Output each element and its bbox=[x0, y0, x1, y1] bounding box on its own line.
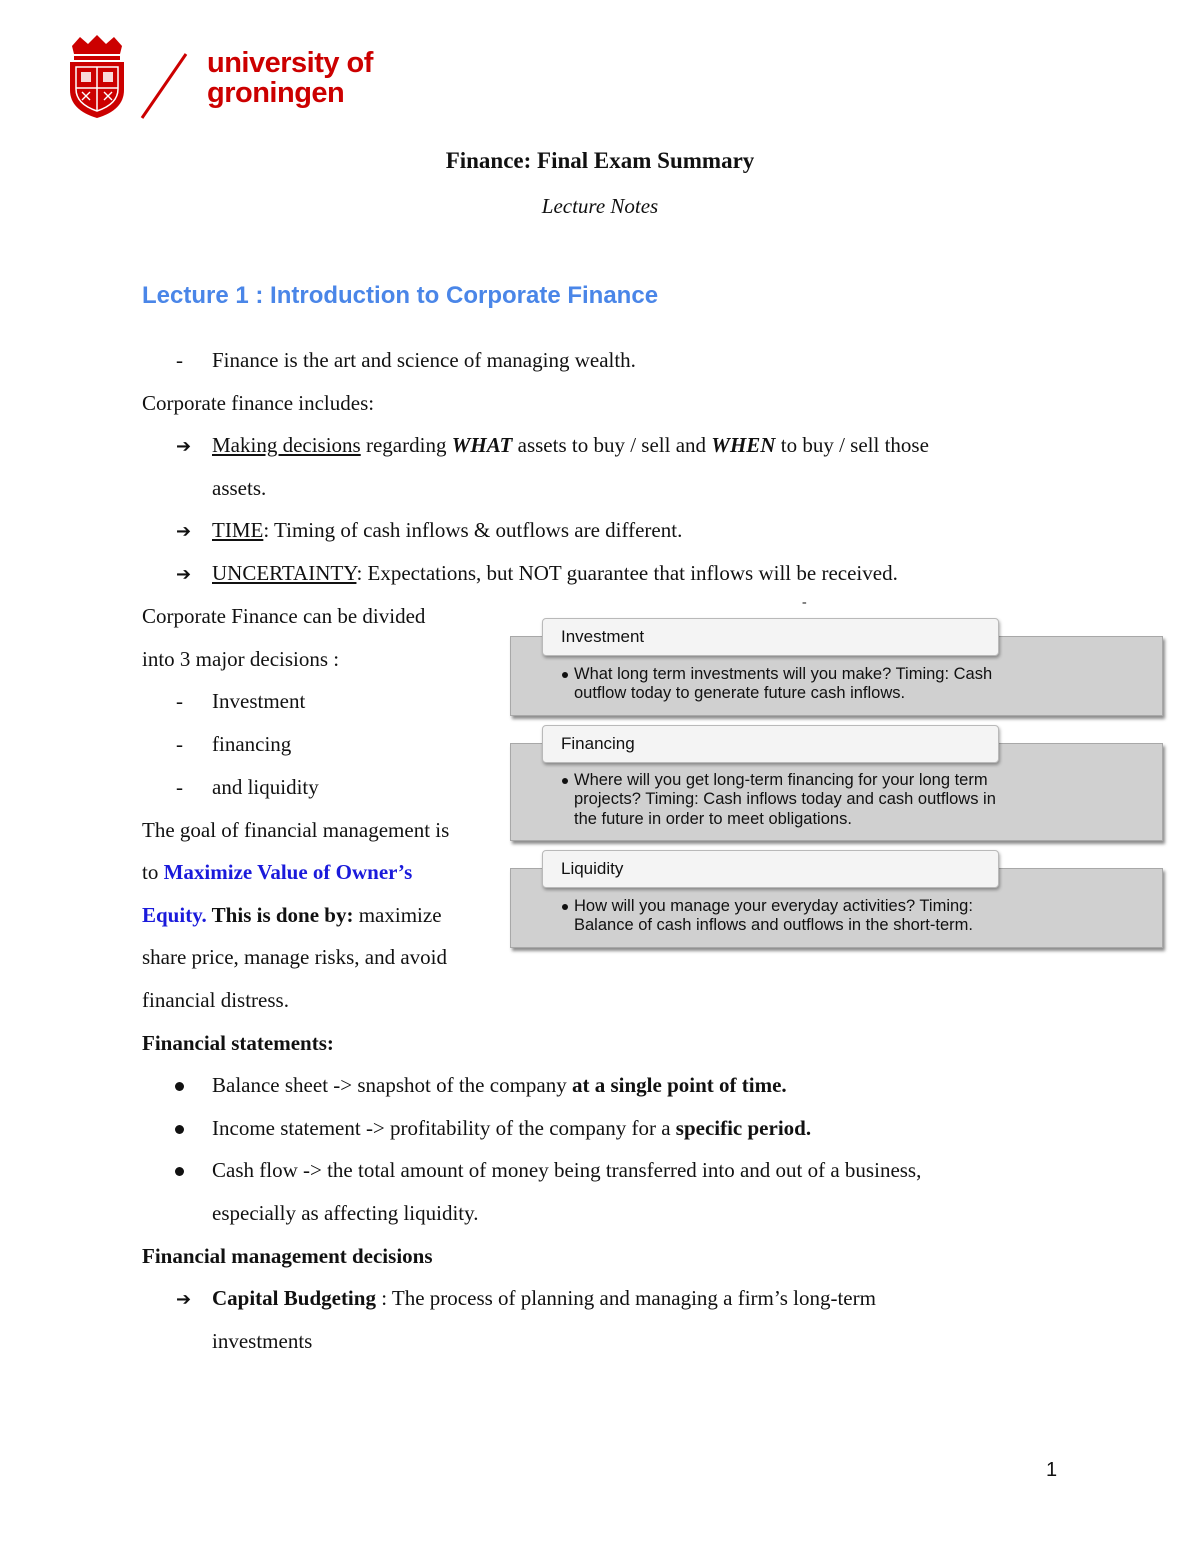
logo-text-line2: groningen bbox=[207, 77, 345, 109]
investment-text-line: What long term investments will you make? Timing: Cash bbox=[574, 665, 993, 683]
dash-bullet: - bbox=[176, 689, 183, 713]
dash-bullet: - bbox=[176, 348, 183, 372]
arrow-item-decisions-cont: assets. bbox=[212, 476, 267, 500]
slash-divider bbox=[138, 52, 190, 120]
bullet-dot bbox=[562, 672, 568, 678]
financing-text-line: the future in order to meet obligations. bbox=[574, 810, 852, 828]
arrow-icon: ➔ bbox=[176, 564, 192, 585]
decision-item-investment: Investment bbox=[212, 689, 306, 713]
statement-cash-flow: Cash flow -> the total amount of money being transferred into and out of a business, bbox=[212, 1158, 922, 1182]
bullet-dot bbox=[175, 1167, 184, 1176]
arrow-icon: ➔ bbox=[176, 1289, 192, 1310]
arrow-item-decisions: Making decisions regarding WHAT assets to buy / sell and WHEN to buy / sell those bbox=[212, 433, 929, 457]
bullet-dot bbox=[562, 904, 568, 910]
goal-line3: Equity. This is done by: maximize bbox=[142, 903, 442, 927]
corp-finance-includes: Corporate finance includes: bbox=[142, 391, 375, 415]
statement-balance-sheet: Balance sheet -> snapshot of the company at a single point of time. bbox=[212, 1073, 787, 1097]
document-title: Finance: Final Exam Summary bbox=[445, 148, 755, 173]
arrow-item-uncertainty: UNCERTAINTY: Expectations, but NOT guarantee that inflows will be received. bbox=[212, 561, 898, 585]
crest-icon bbox=[66, 34, 128, 120]
divided-line1: Corporate Finance can be divided bbox=[142, 604, 426, 628]
goal-line2: to Maximize Value of Owner’s bbox=[142, 860, 413, 884]
goal-line1: The goal of financial management is bbox=[142, 818, 450, 842]
capital-budgeting: Capital Budgeting : The process of planning and managing a firm’s long-term bbox=[212, 1286, 876, 1310]
decision-item-liquidity: and liquidity bbox=[212, 775, 319, 799]
arrow-icon: ➔ bbox=[176, 436, 192, 457]
financing-text-line: projects? Timing: Cash inflows today and cash outflows in bbox=[574, 790, 996, 808]
bullet-dot bbox=[175, 1125, 184, 1134]
arrow-item-time: TIME: Timing of cash inflows & outflows are different. bbox=[212, 518, 683, 542]
bullet-dot bbox=[562, 778, 568, 784]
goal-line5: financial distress. bbox=[142, 988, 289, 1012]
decision-item-financing: financing bbox=[212, 732, 292, 756]
page-number: 1 bbox=[1046, 1459, 1058, 1481]
financing-title-box: Financing bbox=[542, 725, 999, 763]
liquidity-text-line: Balance of cash inflows and outflows in the short-term. bbox=[574, 916, 973, 934]
goal-line4: share price, manage risks, and avoid bbox=[142, 945, 447, 969]
liquidity-title-box: Liquidity bbox=[542, 850, 999, 888]
lecture-heading: Lecture 1 : Introduction to Corporate Finance bbox=[142, 282, 659, 309]
document-subtitle: Lecture Notes bbox=[541, 194, 659, 218]
logo-text-line1: university of bbox=[207, 47, 373, 79]
stray-dash: - bbox=[802, 595, 807, 610]
intro-text: Finance is the art and science of managing wealth. bbox=[212, 348, 636, 372]
financial-statements-heading: Financial statements: bbox=[142, 1031, 334, 1055]
dash-bullet: - bbox=[176, 775, 183, 799]
fin-mgmt-heading: Financial management decisions bbox=[142, 1244, 433, 1268]
capital-budgeting-cont: investments bbox=[212, 1329, 313, 1353]
investment-text-line: outflow today to generate future cash inflows. bbox=[574, 684, 906, 702]
bullet-dot bbox=[175, 1082, 184, 1091]
liquidity-text-line: How will you manage your everyday activities? Timing: bbox=[574, 897, 973, 915]
university-logo bbox=[66, 34, 386, 124]
statement-cash-flow-cont: especially as affecting liquidity. bbox=[212, 1201, 479, 1225]
financing-text-line: Where will you get long-term financing for your long term bbox=[574, 771, 988, 789]
divided-line2: into 3 major decisions : bbox=[142, 647, 340, 671]
statement-income: Income statement -> profitability of the company for a specific period. bbox=[212, 1116, 812, 1140]
dash-bullet: - bbox=[176, 732, 183, 756]
arrow-icon: ➔ bbox=[176, 521, 192, 542]
investment-title-box: Investment bbox=[542, 618, 999, 656]
